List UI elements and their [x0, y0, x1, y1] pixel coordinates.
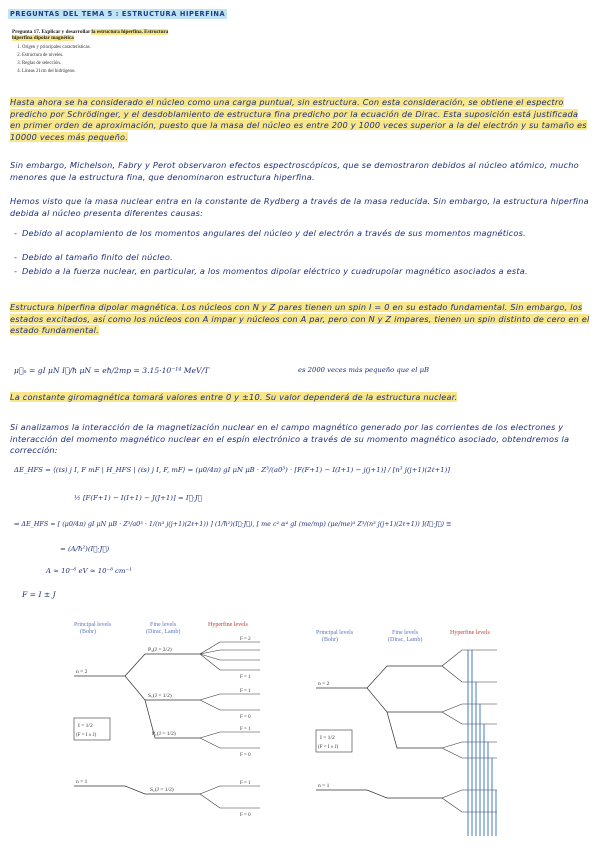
paragraph-gyro-text: La constante giromagnética tomará valores entre 0 y ±10. Su valor dependerá de la estructura nuclear.	[10, 392, 458, 402]
paragraph-text: Sin embargo, Michelson, Fabry y Perot observaron efectos espectroscópicos, que se demostraron debidos al núcleo atómico, mucho menores que la estructura fina, que denominaron estructura hiperfina.	[10, 160, 579, 182]
question-number: Pregunta 17.	[12, 29, 41, 35]
question-prompt-b: la estructura hiperfina. Estructura hiperfina dipolar magnética	[12, 29, 169, 41]
diagram-f1-a: F = 1	[240, 675, 251, 680]
bullet-text: Debido al acoplamiento de los momentos angulares del núcleo y del electrón a través de sus momentos magnéticos.	[22, 228, 526, 238]
diagram-f1-c: F = 1	[240, 727, 251, 732]
diagram-col-hyper: Hyperfine levels	[208, 622, 248, 628]
diagram-col-fine-sub: (Dirac, Lamb)	[388, 637, 423, 643]
question-prompt-a: Explicar y desarrollar	[41, 29, 92, 35]
diagram-box-2: (F = I ± J)	[76, 733, 97, 738]
paragraph-interaction	[10, 422, 590, 457]
bullet-item: - Debido a la fuerza nuclear, en particular, a los momentos dipolar eléctrico y cuadrupolar magnético asociados a esta.	[14, 266, 528, 276]
equation-mu-note: es 2000 veces más pequeño que el μB	[298, 366, 430, 374]
diagram-col-principal-sub: (Bohr)	[80, 629, 96, 635]
paragraph-intro	[10, 97, 590, 143]
diagram-n1: n = 1	[318, 783, 330, 789]
paragraph-gyro	[10, 392, 590, 404]
question-box	[12, 29, 187, 77]
bullet-item: - Debido al tamaño finito del núcleo.	[14, 252, 173, 262]
diagram-f0-b: F = 0	[240, 753, 251, 758]
diagram-col-hyper: Hyperfine levels	[450, 630, 490, 636]
diagram-col-principal-sub: (Bohr)	[322, 637, 338, 643]
diagram-box-2: (F = I ± J)	[318, 745, 339, 750]
diagram-box-1: I = 1/2	[78, 723, 93, 729]
equation-a-value: A ≈ 10⁻⁶ eV ≈ 10⁻⁸ cm⁻¹	[46, 567, 132, 575]
diagram-n1: n = 1	[76, 779, 88, 785]
question-items	[22, 45, 187, 74]
bullet-item: - Debido al acoplamiento de los momentos angulares del núcleo y del electrón a través de sus momentos magnéticos.	[14, 228, 526, 238]
equation-f-values: F = I ± J	[22, 590, 56, 599]
equation-hfs-4: = (A/ħ²)(I⃗·J⃗)	[60, 545, 110, 553]
paragraph-hyperfine	[10, 160, 590, 183]
diagram-p12: P₁(J = 1/2)	[152, 731, 176, 737]
diagram-f0-a: F = 0	[240, 715, 251, 720]
diagram-f0-c: F = 0	[240, 813, 251, 818]
equation-hfs-3: ⇒ ΔE_HFS = [ (μ0/4π) gI μN μB · Z³/a0³ · 1/(n³ j(j+1)(2ℓ+1)) ] (1/ħ²)(I⃗·J⃗), [ me c² α⁴ gI (me/mp) (μe/me)³ Z³/(n³ j(j+1)(2ℓ+1)) ](I⃗·J⃗) ≡	[14, 520, 452, 528]
equation-hfs-1: ΔE_HFS = ⟨(ℓs) j I, F mF | H_HFS | (ℓs) j I, F, mF⟩ = (μ0/4π) gI μN μB · Z³/(a0³) · [F(F+1) − I(I+1) − j(j+1)] / [n³ j(j+1)(2ℓ+1)]	[14, 466, 451, 474]
paragraph-text: Hasta ahora se ha considerado el núcleo como una carga puntual, sin estructura. Con esta consideración, se obtiene el espectro predicho por Schrödinger, y el desdoblamiento de estructura fina predicho por la ecuación de Dirac. Esta suposición está justificada en primer orden de aproximación, puesto que la masa del núcleo es entre 200 y 1000 veces superior a la del electrón y su tamaño es 10000 veces más pequeño.	[10, 97, 587, 142]
equation-hfs-2: ½ [F(F+1) − I(I+1) − J(J+1)] = I⃗·J⃗	[74, 494, 202, 502]
diagram-f1-d: F = 1	[240, 781, 251, 786]
diagram-s12: S₁(J = 1/2)	[148, 693, 172, 699]
diagram-col-principal: Principal levels	[316, 630, 354, 636]
hyperfine-diagram-right	[312, 626, 512, 842]
diagram-f2: F = 2	[240, 637, 251, 642]
page-title: PREGUNTAS DEL TEMA 5 : ESTRUCTURA HIPERFINA	[10, 10, 226, 18]
question-heading	[12, 29, 187, 41]
paragraph-causes	[10, 196, 590, 219]
diagram-s12b: S₁(J = 1/2)	[150, 787, 174, 793]
section-dipolar-text: Estructura hiperfina dipolar magnética. Los núcleos con N y Z pares tienen un spin I = 0 en su estado fundamental. Sin embargo, los estados excitados, así como los núcleos con A impar y núcleos con A par, pero con N y Z impares, tienen un spin distinto de cero en el estado fundamental.	[10, 302, 590, 336]
diagram-n2: n = 2	[76, 669, 88, 675]
diagram-col-fine: Fine levels	[392, 630, 419, 636]
diagram-p32: P₃(J = 3/2)	[148, 647, 172, 653]
question-item: 3. Reglas de selección.	[22, 61, 187, 66]
equation-mu-n: μ⃗ₙ = gI μN I⃗/ħ μN = eħ/2mp = 3.15·10⁻¹⁴ MeV/T	[14, 366, 210, 375]
paragraph-interaction-text: Si analizamos la interacción de la magnetización nuclear en el campo magnético generado por las corrientes de los electrones y interacción del momento magnético nuclear en el espín electrónico a través de su momento magnético asociado, obtendremos la corrección:	[10, 422, 570, 456]
bullet-text: Debido al tamaño finito del núcleo.	[22, 252, 173, 262]
bullet-text: Debido a la fuerza nuclear, en particular, a los momentos dipolar eléctrico y cuadrupolar magnético asociados a esta.	[22, 266, 528, 276]
hyperfine-diagram-left	[70, 618, 285, 840]
diagram-col-fine: Fine levels	[150, 622, 177, 628]
question-item: 2. Estructura de niveles.	[22, 53, 187, 58]
paragraph-text: Hemos visto que la masa nuclear entra en la constante de Rydberg a través de la masa reducida. Sin embargo, la estructura hiperfina debida al núcleo presenta diferentes causas:	[10, 196, 589, 218]
diagram-n2: n = 2	[318, 681, 330, 687]
diagram-col-fine-sub: (Dirac, Lamb)	[146, 629, 181, 635]
section-dipolar	[10, 302, 590, 337]
question-item: 1. Origen y principales características.	[22, 45, 187, 50]
question-item: 4. Líneas 21cm del hidrógeno.	[22, 69, 187, 74]
diagram-f1-b: F = 1	[240, 689, 251, 694]
diagram-box-1: I = 1/2	[320, 735, 335, 741]
diagram-col-principal: Principal levels	[74, 622, 112, 628]
